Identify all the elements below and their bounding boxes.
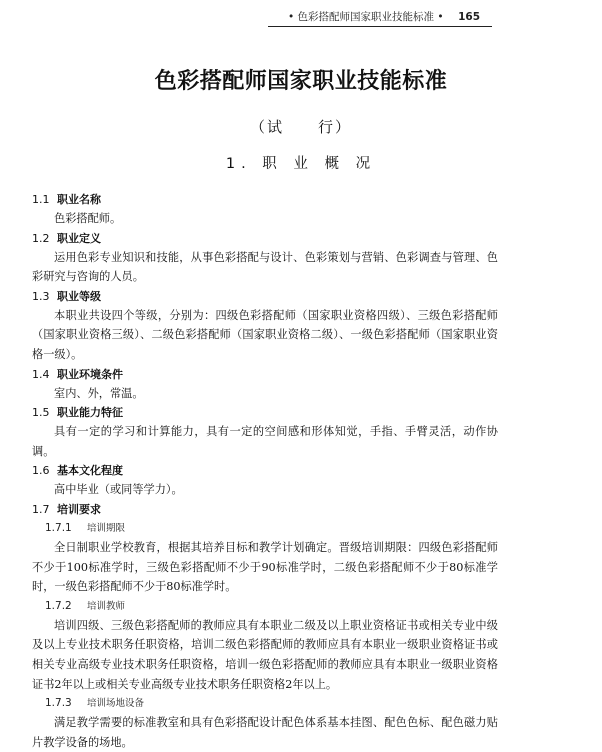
section-title: 职业等级	[57, 289, 101, 303]
chapter-heading: 1. 职 业 概 况	[225, 156, 377, 172]
running-head-title: • 色彩搭配师国家职业技能标准 •	[288, 11, 444, 23]
section-title: 培训要求	[57, 502, 101, 516]
section-heading	[32, 500, 498, 519]
subsection-title: 培训场地设备	[87, 698, 145, 710]
section-heading	[32, 461, 498, 480]
section-number: 1.6	[32, 464, 50, 478]
document-subtitle: （试 行）	[249, 118, 352, 136]
section-number: 1.5	[32, 406, 50, 420]
section-heading	[32, 190, 498, 209]
subsection-paragraph: 满足教学需要的标准教室和具有色彩搭配设计配色体系基本挂图、配色色标、配色磁力贴片教学设备的场地。	[32, 716, 498, 749]
section-title: 职业名称	[57, 193, 101, 206]
section-number: 1.3	[32, 289, 50, 303]
subsection-paragraph: 培训四级、三级色彩搭配师的教师应具有本职业二级及以上职业资格证书或相关专业中级及以上专业技术职务任职资格，培训二级色彩搭配师的教师应具有本职业一级职业资格证书或相关专业高级专业技术职务任职资格，培训一级色彩搭配师的教师应具有本职业一级职业资格证书2年以上或相关专业高级专业技术职务任职资格2年以上。	[32, 618, 498, 691]
section-title: 职业定义	[57, 231, 101, 245]
section-heading	[32, 403, 498, 422]
section-paragraph: 色彩搭配师。	[54, 212, 122, 225]
section-title: 职业能力特征	[57, 406, 123, 420]
subsection-title: 培训期限	[87, 522, 126, 534]
section-number: 1.4	[32, 367, 50, 381]
section-heading	[32, 287, 498, 306]
document-title: 色彩搭配师国家职业技能标准	[154, 68, 448, 94]
section-paragraph: 室内、外，常温。	[54, 386, 144, 400]
subsection-number: 1.7.1	[45, 521, 72, 534]
running-head	[268, 8, 492, 27]
subsection-paragraph: 全日制职业学校教育，根据其培养目标和教学计划确定。晋级培训期限：四级色彩搭配师不少于100标准学时，三级色彩搭配师不少于90标准学时，二级色彩搭配师不少于80标准学时，一级色彩搭配师不少于80标准学时。	[32, 540, 498, 594]
document-body	[32, 190, 498, 752]
section-number: 1.7	[32, 502, 50, 516]
subsection-heading	[32, 694, 498, 713]
subsection-number: 1.7.3	[45, 697, 72, 710]
section-paragraph: 本职业共设四个等级，分别为：四级色彩搭配师（国家职业资格四级）、三级色彩搭配师（国家职业资格三级）、二级色彩搭配师（国家职业资格二级）、一级色彩搭配师（国家职业资格一级）。	[32, 308, 498, 361]
section-title: 职业环境条件	[57, 367, 123, 381]
section-heading	[32, 365, 498, 384]
section-title: 基本文化程度	[57, 464, 123, 478]
page-number: 165	[458, 11, 480, 23]
subsection-heading	[32, 597, 498, 616]
subsection-heading	[32, 519, 498, 538]
section-number: 1.2	[32, 231, 50, 245]
section-paragraph: 高中毕业（或同等学力）。	[54, 483, 183, 497]
subsection-title: 培训教师	[87, 600, 126, 612]
section-number: 1.1	[32, 193, 50, 206]
section-heading	[32, 229, 498, 248]
section-paragraph: 运用色彩专业知识和技能，从事色彩搭配与设计、色彩策划与营销、色彩调查与管理、色彩研究与咨询的人员。	[32, 250, 498, 284]
section-paragraph: 具有一定的学习和计算能力，具有一定的空间感和形体知觉，手指、手臂灵活，动作协调。	[32, 425, 498, 458]
subsection-number: 1.7.2	[45, 599, 72, 612]
